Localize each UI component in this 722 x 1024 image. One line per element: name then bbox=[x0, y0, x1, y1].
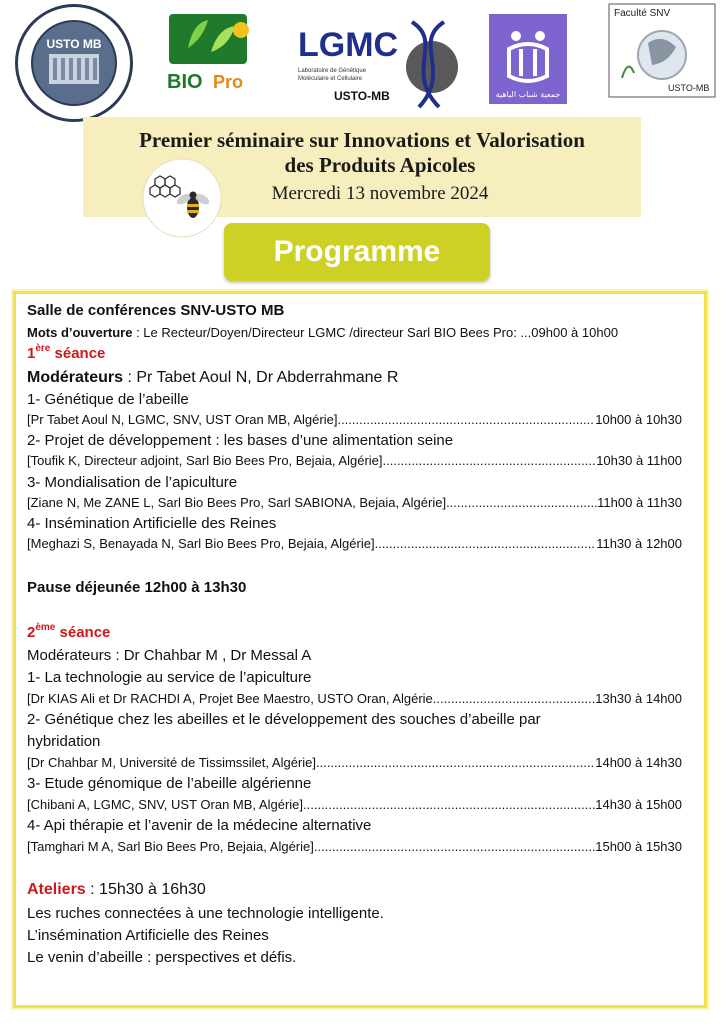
title-banner bbox=[83, 117, 641, 217]
talk-title: 3- Etude génomique de l’abeille algérienne bbox=[27, 775, 312, 792]
seminar-title-line1: Premier séminaire sur Innovations et Valorisation bbox=[139, 128, 585, 152]
lgmc-logo bbox=[294, 12, 462, 112]
svg-text:جمعية شباب الباهية: جمعية شباب الباهية bbox=[495, 90, 561, 99]
venue: Salle de conférences SNV-USTO MB bbox=[27, 302, 285, 319]
talk-authors-row: [Tamghari M A, Sarl Bio Bees Pro, Bejaia, Algérie] ..... 15h00 à 15h30 bbox=[27, 839, 682, 854]
talk-title: 1- La technologie au service de l’apiculture bbox=[27, 669, 312, 686]
session2-heading: 2ème séance bbox=[27, 622, 111, 641]
workshops-heading: Ateliers : 15h30 à 16h30 bbox=[27, 881, 206, 898]
seminar-date: Mercredi 13 novembre 2024 bbox=[271, 183, 489, 204]
bio-bees-pro-logo bbox=[163, 8, 263, 104]
svg-text:BIO: BIO bbox=[167, 71, 203, 93]
talk-title: 2- Génétique chez les abeilles et le développement des souches d’abeille par bbox=[27, 711, 541, 728]
talk-authors-row: [Ziane N, Me ZANE L, Sarl Bio Bees Pro, Sarl SABIONA, Bejaia, Algérie] ..... 11h00 à 11h30 bbox=[27, 495, 682, 510]
opening-time: 09h00 à 10h00 bbox=[531, 325, 619, 340]
faculte-snv-logo bbox=[608, 3, 716, 98]
talk-authors-row: [Toufik K, Directeur adjoint, Sarl Bio Bees Pro, Bejaia, Algérie] ..... 10h30 à 11h00 bbox=[27, 453, 682, 468]
svg-text:Pro: Pro bbox=[213, 72, 244, 92]
talk-authors-row: [Pr Tabet Aoul N, LGMC, SNV, UST Oran MB, Algérie] ..... 10h00 à 10h30 bbox=[27, 412, 682, 427]
talk-title: 4- Api thérapie et l’avenir de la médecine alternative bbox=[27, 817, 372, 834]
opening-text: : Le Recteur/Doyen/Directeur LGMC /directeur Sarl BIO Bees Pro: ... bbox=[132, 325, 532, 340]
opening-label: Mots d’ouverture bbox=[27, 325, 133, 340]
svg-text:USTO-MB: USTO-MB bbox=[668, 83, 710, 93]
talk-title: 2- Projet de développement : les bases d’une alimentation seine bbox=[27, 432, 454, 449]
svg-text:LGMC: LGMC bbox=[298, 26, 399, 64]
session1-heading: 1ère séance bbox=[27, 343, 106, 362]
association-logo bbox=[489, 14, 567, 104]
talk-authors-row: [Dr KIAS Ali et Dr RACHDI A, Projet Bee Maestro, USTO Oran, Algérie ..... 13h30 à 14h00 bbox=[27, 691, 682, 706]
svg-text:Laboratoire de Génétique: Laboratoire de Génétique bbox=[298, 68, 367, 74]
seminar-title-line2: des Produits Apicoles bbox=[284, 153, 476, 177]
session2-moderators: Modérateurs : Dr Chahbar M , Dr Messal A bbox=[27, 647, 312, 664]
programme-heading: Programme bbox=[224, 223, 490, 281]
talk-title-continued: hybridation bbox=[27, 733, 101, 750]
bee-honeycomb-icon bbox=[141, 157, 223, 239]
talk-title: 3- Mondialisation de l’apiculture bbox=[27, 474, 238, 491]
svg-text:Faculté SNV: Faculté SNV bbox=[614, 8, 671, 19]
workshop-item: L’insémination Artificielle des Reines bbox=[27, 927, 269, 944]
svg-text:USTO MB: USTO MB bbox=[46, 37, 102, 51]
opening-remarks bbox=[27, 325, 682, 340]
workshop-item: Les ruches connectées à une technologie intelligente. bbox=[27, 905, 384, 922]
talk-title: 4- Insémination Artificielle des Reines bbox=[27, 515, 277, 532]
talk-authors-row: [Chibani A, LGMC, SNV, UST Oran MB, Algérie] ..... 14h30 à 15h00 bbox=[27, 797, 682, 812]
talk-title: 1- Génétique de l’abeille bbox=[27, 391, 189, 408]
svg-text:Moléculaire et Cellulaire: Moléculaire et Cellulaire bbox=[298, 76, 363, 82]
session1-moderators: Modérateurs : Pr Tabet Aoul N, Dr Abderrahmane R bbox=[27, 369, 399, 386]
workshop-item: Le venin d’abeille : perspectives et défis. bbox=[27, 949, 297, 966]
talk-authors-row: [Dr Chahbar M, Université de Tissimssilet, Algérie] ..... 14h00 à 14h30 bbox=[27, 755, 682, 770]
talk-authors-row: [Meghazi S, Benayada N, Sarl Bio Bees Pro, Bejaia, Algérie] ..... 11h30 à 12h00 bbox=[27, 536, 682, 551]
usto-mb-seal bbox=[13, 2, 135, 124]
lunch-break: Pause déjeunée 12h00 à 13h30 bbox=[27, 579, 247, 596]
svg-text:USTO-MB: USTO-MB bbox=[334, 89, 390, 103]
